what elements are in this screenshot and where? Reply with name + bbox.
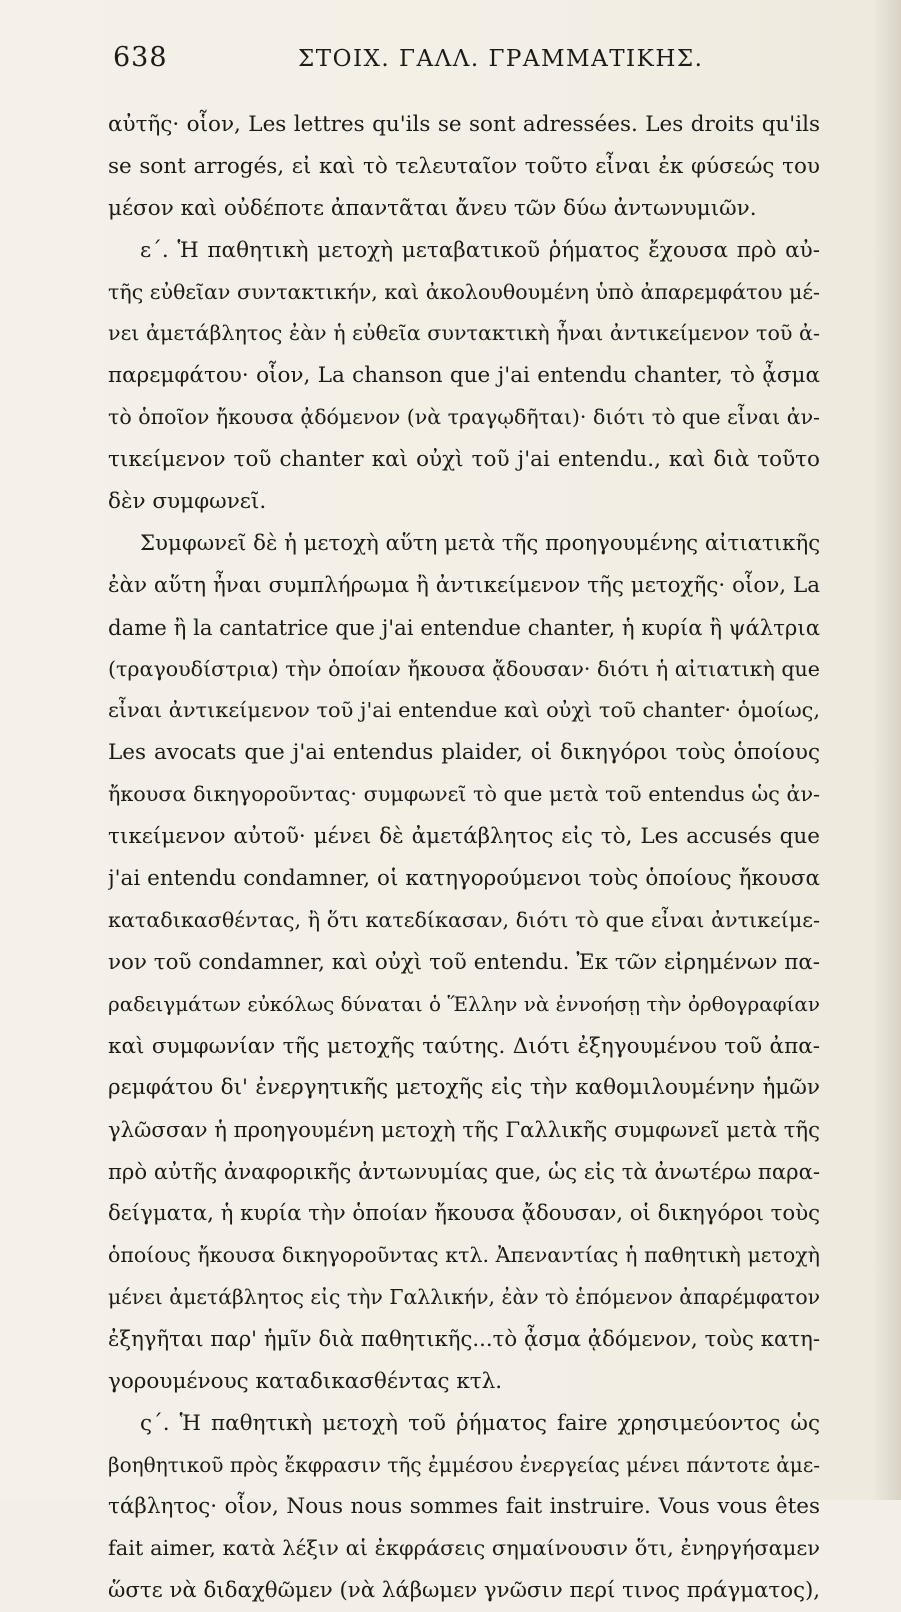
text-line: ἤκουσα δικηγοροῦντας· συμφωνεῖ τὸ que μετὰ τοῦ entendus ὡς ἀν-	[108, 782, 820, 807]
text-line: τάβλητος· οἷον, Nous nous sommes fait instruire. Vous vous êtes	[108, 1494, 820, 1520]
text-line: ε΄. Ἡ παθητικὴ μετοχὴ μεταβατικοῦ ῥήματος ἔχουσα πρὸ αὐ-	[140, 237, 820, 263]
page-number: 638	[113, 42, 168, 73]
text-line: j'ai entendu condamner, οἱ κατηγορούμενοι τοὺς ὁποίους ἤκουσα	[108, 866, 820, 892]
text-line: αὐτῆς· οἷον, Les lettres qu'ils se sont adressées. Les droits qu'ils	[108, 112, 820, 137]
body-text	[108, 104, 820, 1612]
text-line: νει ἀμετάβλητος ἐὰν ἡ εὐθεῖα συντακτικὴ ἦναι ἀντικείμενον τοῦ ἀ-	[108, 321, 820, 346]
text-line: τικείμενον τοῦ chanter καὶ οὐχὶ τοῦ j'ai entendu., καὶ διὰ τοῦτο	[108, 447, 820, 473]
text-line: δείγματα, ἡ κυρία τὴν ὁποίαν ἤκουσα ᾄδουσαν, οἱ δικηγόροι τοὺς	[108, 1201, 820, 1227]
text-line: Les avocats que j'ai entendus plaider, οἱ δικηγόροι τοὺς ὁποίους	[108, 740, 820, 766]
text-line: εἶναι ἀντικείμενον τοῦ j'ai entendue καὶ οὐχὶ τοῦ chanter· ὁμοίως,	[108, 698, 820, 723]
text-line: νον τοῦ condamner, καὶ οὐχὶ τοῦ entendu. Ἐκ τῶν εἰρημένων πα-	[108, 949, 820, 975]
text-line: γλῶσσαν ἡ προηγουμένη μετοχὴ τῆς Γαλλικῆς συμφωνεῖ μετὰ τῆς	[108, 1117, 820, 1143]
text-line: Συμφωνεῖ δὲ ἡ μετοχὴ αὕτη μετὰ τῆς προηγουμένης αἰτιατικῆς	[140, 530, 820, 556]
text-line: πρὸ αὐτῆς ἀναφορικῆς ἀντωνυμίας que, ὡς εἰς τὰ ἀνωτέρω παρα-	[108, 1159, 820, 1185]
text-line: ραδειγμάτων εὐκόλως δύναται ὁ Ἕλλην νὰ ἐννοήσῃ τὴν ὀρθογραφίαν	[108, 992, 820, 1016]
text-line: fait aimer, κατὰ λέξιν αἱ ἐκφράσεις σημαίνουσιν ὅτι, ἐνηργήσαμεν	[108, 1536, 820, 1561]
text-line: ὁποίους ἤκουσα δικηγοροῦντας κτλ. Ἀπεναντίας ἡ παθητικὴ μετοχὴ	[108, 1243, 820, 1268]
text-line: τῆς εὐθεῖαν συντακτικήν, καὶ ἀκολουθουμένη ὑπὸ ἀπαρεμφάτου μέ-	[108, 279, 820, 304]
text-line: παρεμφάτου· οἷον, La chanson que j'ai entendu chanter, τὸ ᾆσμα	[108, 363, 820, 389]
text-line: τικείμενον αὐτοῦ· μένει δὲ ἀμετάβλητος εἰς τὸ, Les accusés que	[108, 824, 820, 850]
gutter-shadow	[873, 0, 901, 1500]
text-line: καὶ συμφωνίαν τῆς μετοχῆς ταύτης. Διότι ἐξηγουμένου τοῦ ἀπα-	[108, 1033, 820, 1059]
text-line: dame ἢ la cantatrice que j'ai entendue chanter, ἡ κυρία ἢ ψάλτρια	[108, 614, 820, 640]
text-line: ἐξηγῆται παρ' ἡμῖν διὰ παθητικῆς...τὸ ᾆσμα ᾀδόμενον, τοὺς κατη-	[108, 1326, 820, 1352]
text-line: δὲν συμφωνεῖ.	[108, 489, 267, 515]
text-line: ὥστε νὰ διδαχθῶμεν (νὰ λάβωμεν γνῶσιν περί τινος πράγματος),	[108, 1578, 820, 1604]
text-line: ς΄. Ἡ παθητικὴ μετοχὴ τοῦ ῥήματος faire χρησιμεύοντος ὡς	[140, 1410, 820, 1436]
text-line: μένει ἀμετάβλητος εἰς τὴν Γαλλικήν, ἐὰν τὸ ἑπόμενον ἀπαρέμφατον	[108, 1284, 820, 1309]
page-header	[113, 42, 818, 82]
text-line: ρεμφάτου δι' ἐνεργητικῆς μετοχῆς εἰς τὴν καθομιλουμένην ἡμῶν	[108, 1075, 820, 1101]
text-line: γορουμένους καταδικασθέντας κτλ.	[108, 1368, 503, 1394]
text-line: βοηθητικοῦ πρὸς ἔκφρασιν τῆς ἐμμέσου ἐνεργείας μένει πάντοτε ἀμε-	[108, 1452, 820, 1477]
running-head: ΣΤΟΙΧ. ΓΑΛΛ. ΓΡΑΜΜΑΤΙΚΗΣ.	[298, 46, 704, 72]
text-line: μέσον καὶ οὐδέποτε ἀπαντᾶται ἄνευ τῶν δύω ἀντωνυμιῶν.	[108, 195, 757, 221]
text-line: ἐὰν αὕτη ἦναι συμπλήρωμα ἢ ἀντικείμενον τῆς μετοχῆς· οἷον, La	[108, 572, 820, 598]
text-line: τὸ ὁποῖον ἤκουσα ᾀδόμενον (νὰ τραγῳδῆται)· διότι τὸ que εἶναι ἀν-	[108, 405, 820, 430]
text-line: (τραγουδίστρια) τὴν ὁποίαν ἤκουσα ᾄδουσαν· διότι ἡ αἰτιατικὴ que	[108, 656, 820, 681]
text-line: καταδικασθέντας, ἢ ὅτι κατεδίκασαν, διότι τὸ que εἶναι ἀντικείμε-	[108, 907, 820, 932]
text-line: se sont arrogés, εἰ καὶ τὸ τελευταῖον τοῦτο εἶναι ἐκ φύσεώς του	[108, 153, 820, 179]
